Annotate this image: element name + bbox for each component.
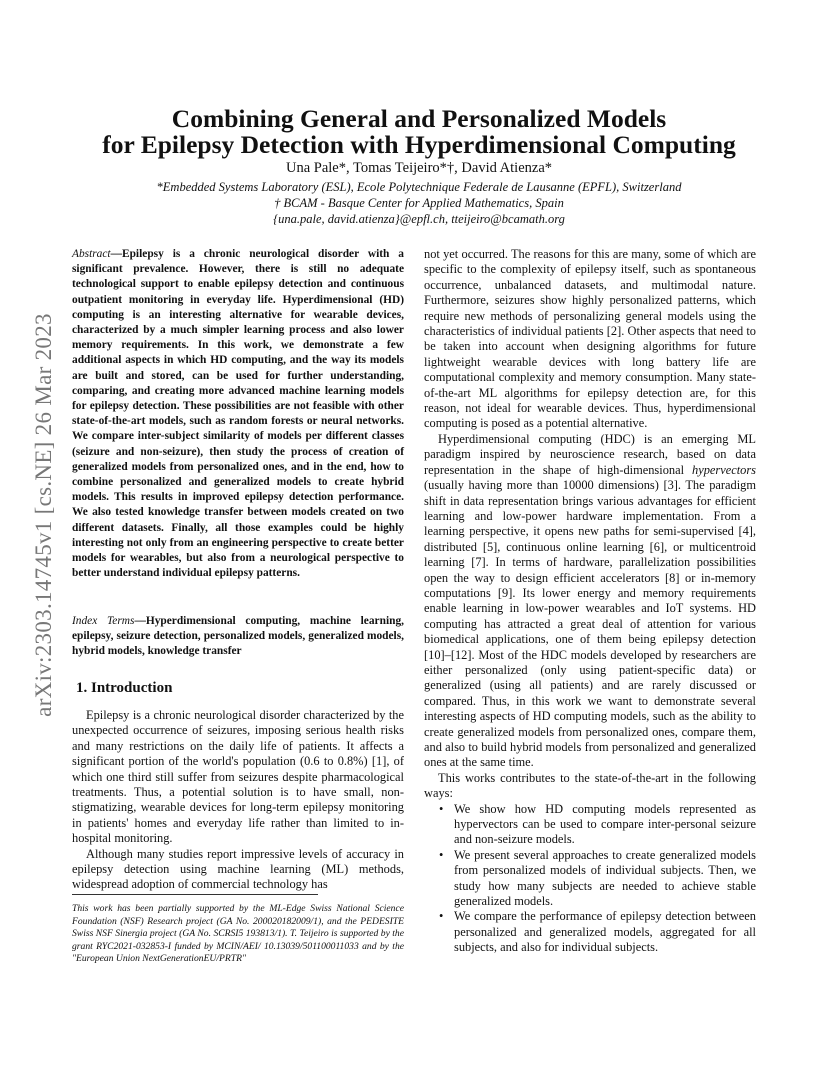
abstract-label: Abstract <box>72 248 111 260</box>
authors: Una Pale*, Tomas Teijeiro*†, David Atienza* <box>285 160 553 176</box>
title-line-1: Combining General and Personalized Models <box>171 104 667 133</box>
introduction-right <box>424 247 756 956</box>
list-item: • We present several approaches to create generalized models from personalized models of individual subjects. Then, we study how many subjects are needed to achieve stable generalized models. <box>454 848 756 910</box>
arxiv-identifier: arXiv:2303.14745v1 [cs.NE] 26 Mar 2023 <box>31 313 56 717</box>
footnote-rule <box>72 894 318 895</box>
list-item: • We show how HD computing models represented as hypervectors can be used to compare inter-personal seizure and non-seizure models. <box>454 802 756 848</box>
affiliation-1: *Embedded Systems Laboratory (ESL), Ecole Polytechnique Federale de Lausanne (EPFL), Switzerland <box>156 180 682 194</box>
index-terms <box>72 614 404 660</box>
right-paragraph-1: not yet occurred. The reasons for this are many, some of which are specific to the complexity of epilepsy itself, such as spontaneous occurrence, unbalanced datasets, and multimodal nature. Furthermore, seizures show highly personalized patterns, which require new methods of personalizing general models using the characteristics of individual patients [2]. Other aspects that need to be taken into account when designing algorithms for future lightweight wearable devices with long battery life are computational complexity and memory consumption. Many state-of-the-art ML algorithms for epilepsy detection are, for this reason, not ideal for wearable devices. Thus, hyperdimensional computing is posed as a potential alternative. <box>424 247 756 431</box>
introduction-left <box>72 708 404 893</box>
list-item: • We compare the performance of epilepsy detection between personalized and generalized models, aggregated for all subjects, and also for individual subjects. <box>454 909 756 955</box>
intro-paragraph-2: Although many studies report impressive levels of accuracy in epilepsy detection using machine learning (ML) methods, widespread adoption of commercial technology has <box>72 846 404 892</box>
title-line-2: for Epilepsy Detection with Hyperdimensional Computing <box>102 130 736 159</box>
abstract <box>72 247 404 581</box>
right-paragraph-2: Hyperdimensional computing (HDC) is an emerging ML paradigm inspired by neuroscience research, based on data representation in the shape of high-dimensional hypervectors (usually having more than 10000 dimensions) [3]. The paradigm shift in data representation brings various advantages for efficient learning and low-power hardware implementation. From a learning perspective, it opens new paths for semi-supervised [4], distributed [5], continuous online learning [6], or multicentroid learning [7]. In terms of hardware, parallelization possibilities open the way to design efficient accelerators [8] or in-memory computations [9]. Its lower energy and memory requirements enable learning in low-power wearables and IoT systems. HD computing has attracted a great deal of attention for various biomedical applications, one of them being epilepsy detection [10]–[12]. Most of the HDC models developed by researchers are either personalized (only using patient-specific data) or generalized (using all patients) and are rarely discussed or compared. Thus, in this work we want to demonstrate several interesting aspects of HD computing models, such as the ability to create generalized models from personalized ones, compare them, and also to build hybrid models from personalized and generalized ones at the same time. <box>424 431 756 770</box>
right-paragraph-3: This works contributes to the state-of-the-art in the following ways: <box>424 770 756 801</box>
intro-paragraph-1: Epilepsy is a chronic neurological disorder characterized by the unexpected occurrence of seizures, imposing serious health risks and many restrictions on the daily life of patients. It affects a significant portion of the world's population (0.6 to 0.8%) [1], of which one third still suffer from seizures despite pharmacological treatments. Thus, a potential solution is to have small, non-stigmatizing, wearable devices for long-term epilepsy monitoring in patients' homes and everyday life rather than limited to in-hospital monitoring. <box>72 708 404 846</box>
index-terms-text: —Hyperdimensional computing, machine learning, epilepsy, seizure detection, personalized models, generalized models, hybrid models, knowledge transfer <box>72 615 404 658</box>
contributions-list <box>424 802 756 956</box>
section-heading-introduction: 1. Introduction <box>76 680 173 696</box>
funding-footnote: This work has been partially supported by the ML-Edge Swiss National Science Foundation (NSF) Research project (GA No. 200020182009/1), and the PEDESITE Swiss NSF Sinergia project (GA No. SCRSI5 193813/1). T. Teijeiro is supported by the grant RYC2021-032853-I funded by MCIN/AEI/ 10.13039/501100011033 and by the "European Union NextGenerationEU/PRTR" <box>72 903 404 965</box>
paper-title <box>60 106 778 158</box>
abstract-text: —Epilepsy is a chronic neurological disorder with a significant prevalence. However, there is still no adequate technological support to enable epilepsy detection and continuous outpatient monitoring in everyday life. Hyperdimensional (HD) computing is an interesting alternative for wearable devices, characterized by a much simpler learning process and also lower memory requirements. In this work, we demonstrate a few additional aspects in which HD computing, and the way its models are built and stored, can be used for further understanding, comparing, and creating more advanced machine learning models for epilepsy detection. These possibilities are not feasible with other state-of-the-art models, such as random forests or neural networks. We compare inter-subject similarity of models per different classes (seizure and non-seizure), then study the process of creation of generalized models from personalized ones, and in the end, how to combine personalized and generalized models to create hybrid models. This results in improved epilepsy detection performance. We also tested knowledge transfer between models created on two different datasets. Finally, all those examples could be highly interesting not only from an engineering perspective to create better models for wearables, but also from a neurological perspective to better understand individual epilepsy patterns. <box>72 248 404 580</box>
affiliation-2: † BCAM - Basque Center for Applied Mathematics, Spain <box>274 196 564 210</box>
contact-emails: {una.pale, david.atienza}@epfl.ch, tteijeiro@bcamath.org <box>273 212 565 226</box>
index-terms-label: Index Terms <box>72 615 135 627</box>
